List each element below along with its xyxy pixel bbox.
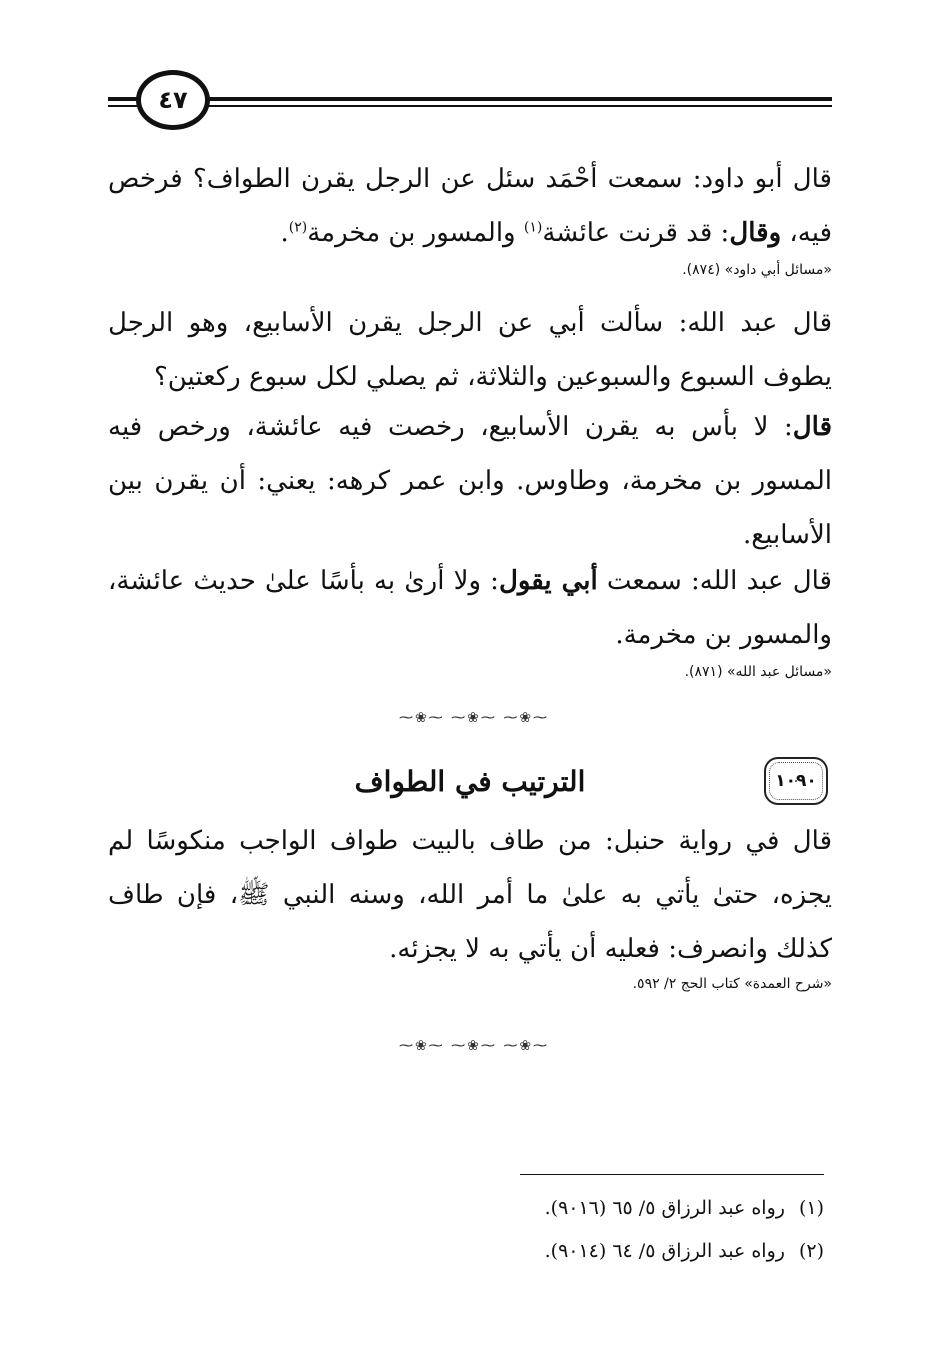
paragraph-text: : ولا أرىٰ به بأسًا علىٰ حديث عائشة، والمسور بن مخرمة. bbox=[108, 566, 832, 650]
paragraph-question: قال عبد الله: سألت أبي عن الرجل يقرن الأسابيع، وهو الرجل يطوف السبوع والسبوعين والثلاثة، ثم يصلي لكل سبوع ركعتين؟ bbox=[108, 308, 832, 392]
footnote-ref-2[interactable]: (٢) bbox=[288, 219, 308, 236]
header-rule-thin bbox=[108, 105, 832, 107]
bold-text: أبي يقول bbox=[498, 566, 598, 596]
paragraph-text: : قد قرنت عائشة bbox=[542, 218, 730, 248]
paragraph-text: . bbox=[280, 218, 289, 248]
page-number-badge bbox=[136, 70, 210, 130]
footnote-1 bbox=[108, 1193, 824, 1223]
bold-text: وقال bbox=[729, 218, 782, 248]
footnote-ref-1[interactable]: (١) bbox=[523, 219, 543, 236]
paragraph-text: : لا بأس به يقرن الأسابيع، رخصت فيه عائشة، ورخص فيه المسور بن مخرمة، وطاوس. وابن عمر كرهه: يعني: أن يقرن بين الأسابيع. bbox=[108, 412, 832, 550]
paragraph-text: قال أبو داود: سمعت أحْمَد سئل عن الرجل يقرن الطواف؟ فرخص bbox=[108, 164, 832, 194]
source-citation: «مسائل أبي داود» (٨٧٤). bbox=[682, 262, 832, 278]
header-rule-thick bbox=[108, 97, 832, 101]
paragraph-text: فيه، bbox=[781, 218, 832, 248]
footnote-number: (١) bbox=[798, 1197, 824, 1219]
page-number: ٤٧ bbox=[158, 86, 188, 114]
paragraph-abdullah bbox=[108, 554, 832, 662]
paragraph-text: والمسور بن مخرمة bbox=[307, 218, 524, 248]
section-divider-ornament: ⁓❀⁓ ⁓❀⁓ ⁓❀⁓ bbox=[398, 710, 550, 726]
paragraph-hanbal: قال في رواية حنبل: من طاف بالبيت طواف الواجب منكوسًا لم يجزه، حتىٰ يأتي به علىٰ ما أمر الله، وسنه النبي ﷺ، فإن طاف كذلك وانصرف: فعليه أن يأتي به لا يجزئه. bbox=[108, 826, 832, 964]
footnote-separator bbox=[520, 1174, 824, 1175]
section-title: الترتيب في الطواف bbox=[354, 765, 586, 798]
footnote-text: رواه عبد الرزاق ٥/ ٦٤ (٩٠١٤). bbox=[544, 1240, 785, 1262]
section-number: ١٠٩٠ bbox=[775, 771, 817, 791]
source-citation: «شرح العمدة» كتاب الحج ٢/ ٥٩٢. bbox=[632, 976, 832, 992]
footnote-text: رواه عبد الرزاق ٥/ ٦٥ (٩٠١٦). bbox=[544, 1197, 785, 1219]
paragraph-text: قال عبد الله: سمعت bbox=[597, 566, 832, 596]
footnote-number: (٢) bbox=[798, 1240, 824, 1262]
footnote-2 bbox=[108, 1236, 824, 1266]
paragraph-abu-dawud bbox=[108, 152, 832, 260]
section-divider-ornament: ⁓❀⁓ ⁓❀⁓ ⁓❀⁓ bbox=[398, 1038, 550, 1054]
paragraph-answer bbox=[108, 400, 832, 562]
source-citation: «مسائل عبد الله» (٨٧١). bbox=[684, 664, 832, 680]
bold-text: قال bbox=[792, 412, 832, 442]
